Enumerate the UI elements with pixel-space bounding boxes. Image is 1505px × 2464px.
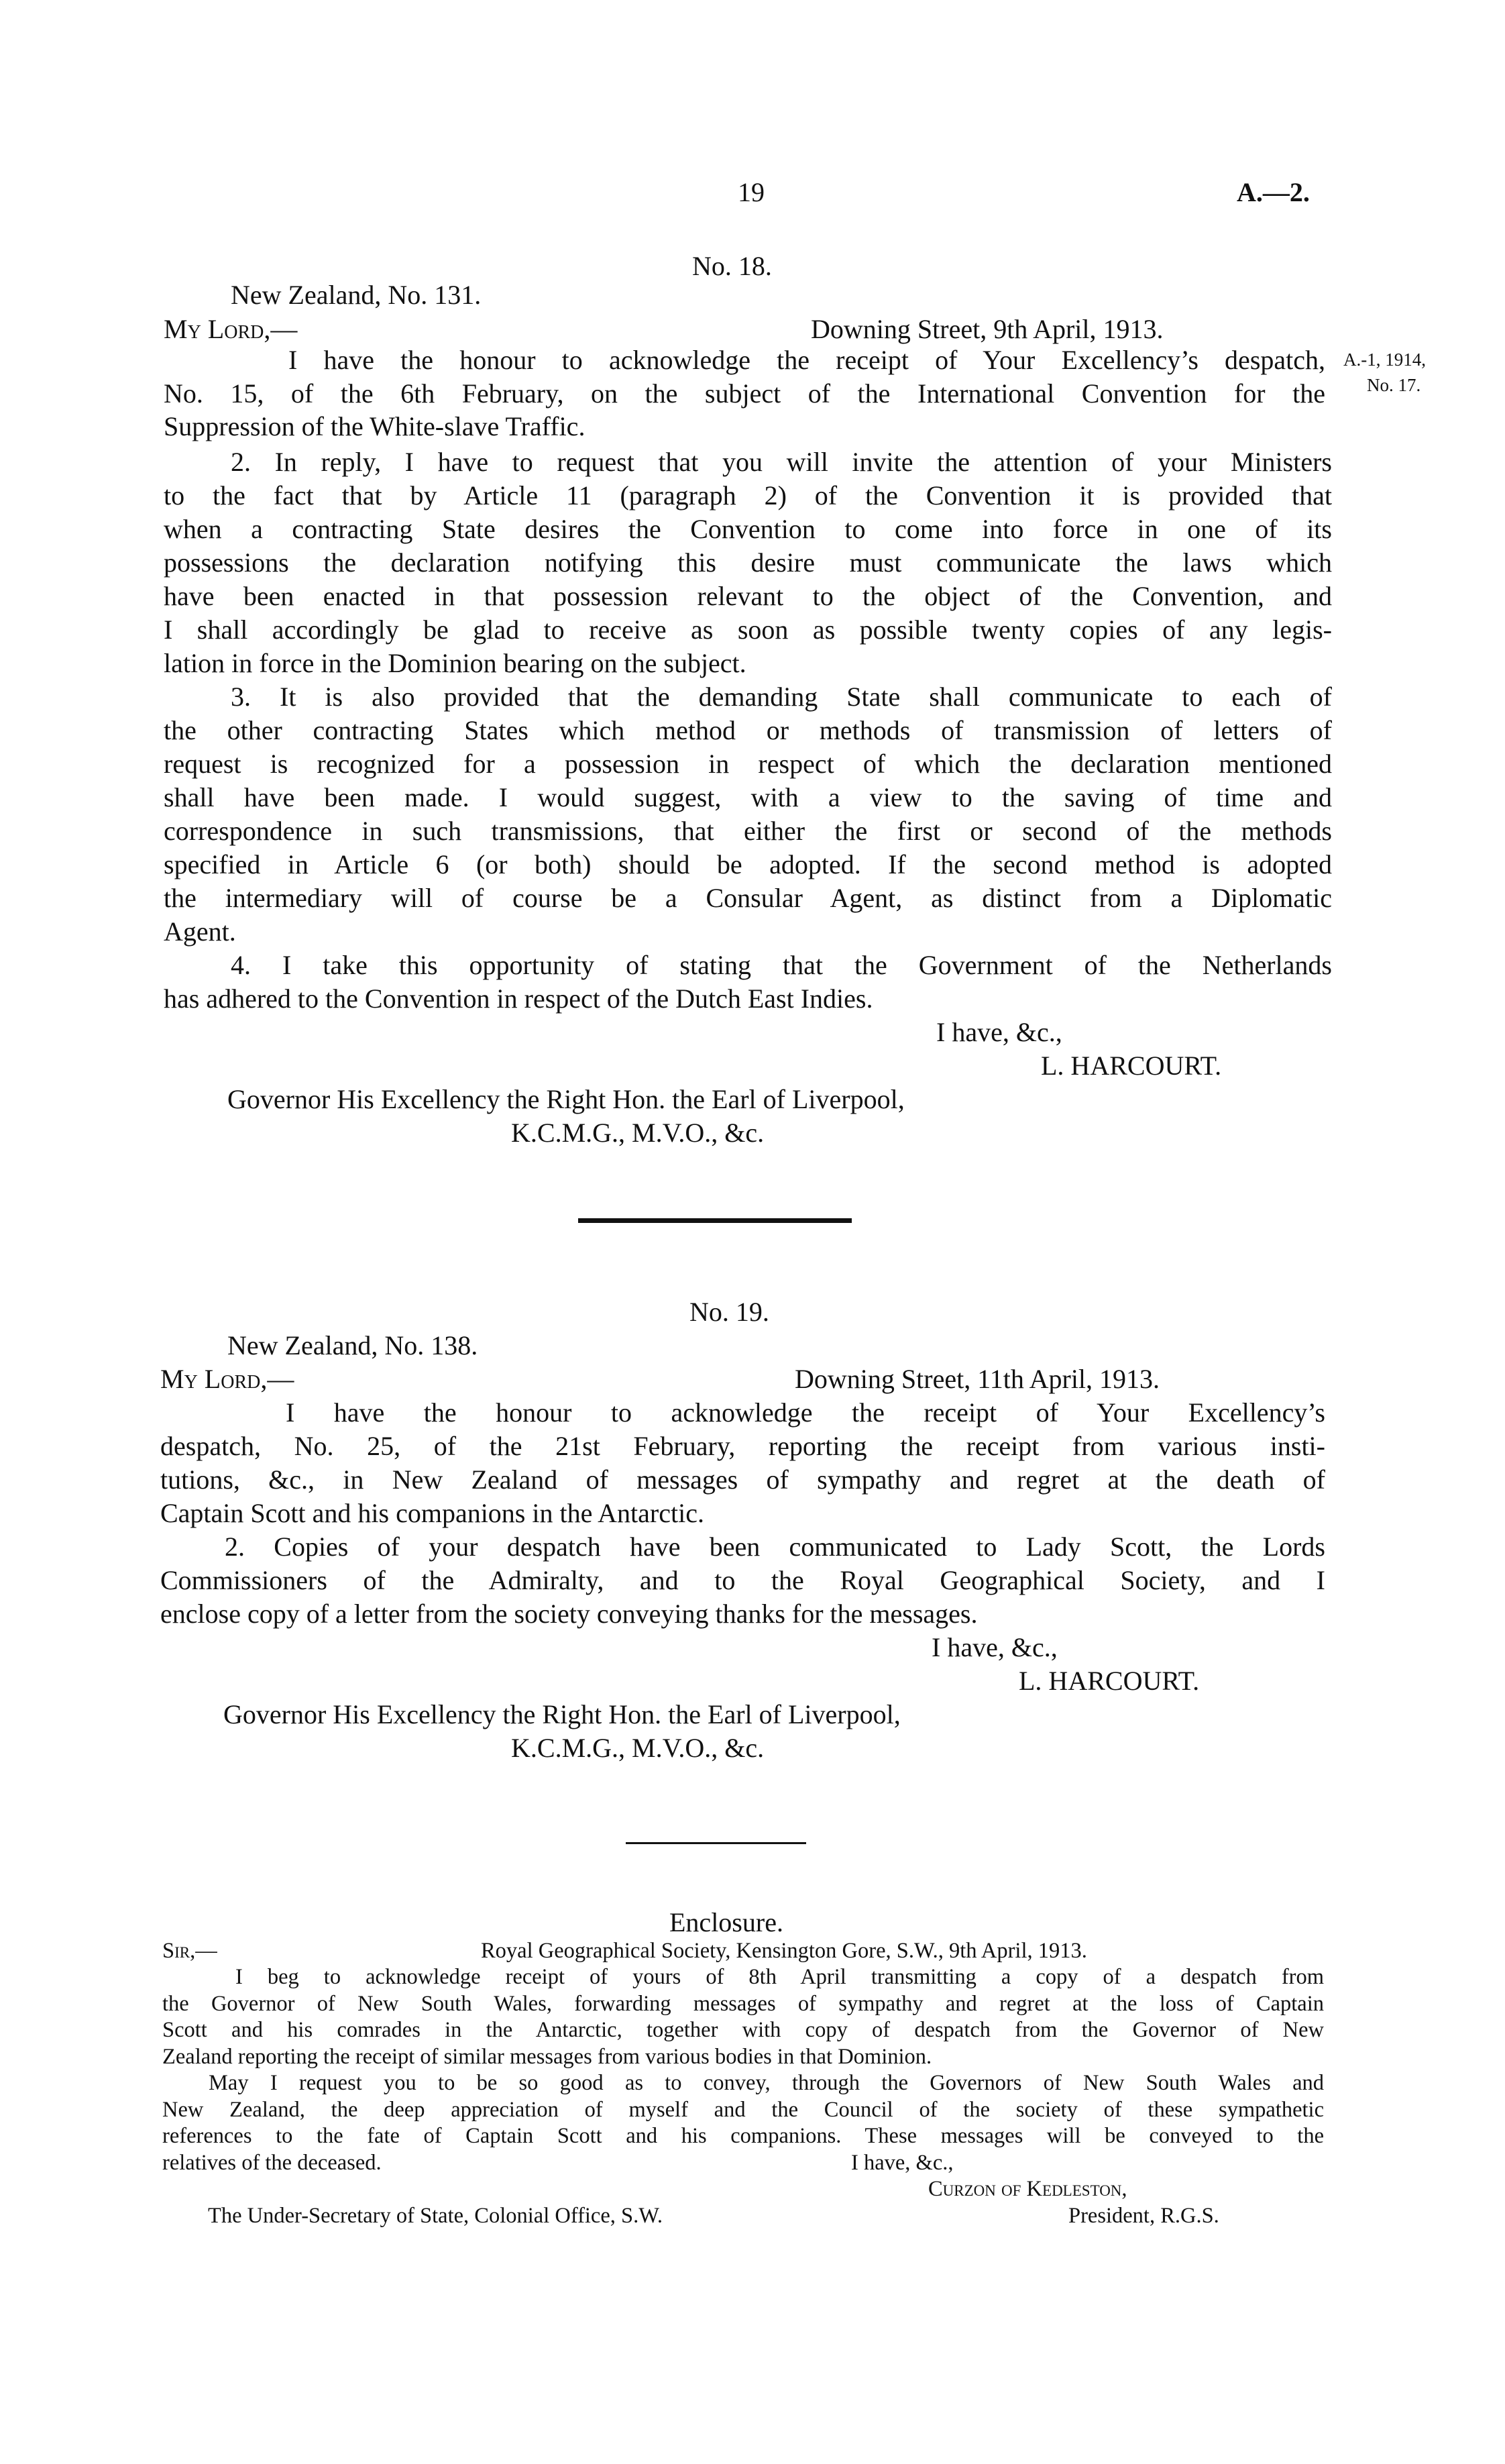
text-line: enclose copy of a letter from the society conveying thanks for the messages. bbox=[160, 1599, 978, 1629]
margin-note: A.-1, 1914, bbox=[1343, 350, 1426, 370]
text-line: correspondence in such transmissions, that either the first or second of the methods bbox=[164, 816, 1332, 846]
closing: I have, &c., bbox=[851, 2151, 954, 2175]
text-line: Commissioners of the Admiralty, and to the Royal Geographical Society, and I bbox=[160, 1565, 1325, 1595]
text-line: Suppression of the White-slave Traffic. bbox=[164, 411, 586, 441]
signature-title: President, R.G.S. bbox=[1068, 2204, 1219, 2228]
text-line: shall have been made. I would suggest, with a view to the saving of time and bbox=[164, 782, 1332, 812]
text-line: despatch, No. 25, of the 21st February, reporting the receipt from various insti- bbox=[160, 1431, 1325, 1461]
address-date: Downing Street, 9th April, 1913. bbox=[811, 314, 1164, 344]
text-line: I have the honour to acknowledge the receipt of Your Excellency’s despatch, bbox=[288, 345, 1325, 375]
text-line: the other contracting States which method or methods of transmission of letters of bbox=[164, 715, 1332, 745]
letter-number: No. 18. bbox=[692, 251, 772, 281]
text-line: Scott and his comrades in the Antarctic, together with copy of despatch from the Governor of New bbox=[162, 2018, 1324, 2042]
closing: I have, &c., bbox=[932, 1632, 1058, 1662]
text-line: have been enacted in that possession relevant to the object of the Convention, and bbox=[164, 581, 1332, 611]
address-date: Royal Geographical Society, Kensington Gore, S.W., 9th April, 1913. bbox=[481, 1939, 1087, 1963]
addressee-honours: K.C.M.G., M.V.O., &c. bbox=[511, 1118, 765, 1148]
addressee-honours: K.C.M.G., M.V.O., &c. bbox=[511, 1733, 765, 1763]
text-line: I have the honour to acknowledge the receipt of Your Excellency’s bbox=[286, 1397, 1325, 1428]
text-line: Agent. bbox=[164, 916, 236, 947]
text-line: Captain Scott and his companions in the Antarctic. bbox=[160, 1498, 704, 1528]
text-line: when a contracting State desires the Convention to come into force in one of its bbox=[164, 514, 1332, 544]
text-line: Zealand reporting the receipt of similar messages from various bodies in that Dominion. bbox=[162, 2045, 932, 2069]
text-line: New Zealand, the deep appreciation of myself and the Council of the society of these sympathetic bbox=[162, 2098, 1324, 2122]
section-divider bbox=[578, 1218, 852, 1223]
salutation: My Lord,— bbox=[164, 314, 298, 344]
addressee: The Under-Secretary of State, Colonial Office, S.W. bbox=[208, 2204, 663, 2228]
signature: Curzon of Kedleston, bbox=[928, 2177, 1127, 2201]
closing: I have, &c., bbox=[936, 1017, 1062, 1047]
text-line: 2. In reply, I have to request that you will invite the attention of your Ministers bbox=[231, 447, 1332, 477]
signature: L. HARCOURT. bbox=[1019, 1666, 1200, 1696]
letter-reference: New Zealand, No. 138. bbox=[227, 1330, 478, 1360]
letter-reference: New Zealand, No. 131. bbox=[231, 280, 482, 310]
text-line: possessions the declaration notifying this desire must communicate the laws which bbox=[164, 547, 1332, 578]
page-number: 19 bbox=[738, 177, 765, 207]
addressee: Governor His Excellency the Right Hon. the Earl of Liverpool, bbox=[223, 1699, 901, 1729]
text-line: references to the fate of Captain Scott and his companions. These messages will be conveyed to the bbox=[162, 2124, 1324, 2148]
series-code: A.—2. bbox=[1237, 177, 1310, 207]
text-line: request is recognized for a possession in respect of which the declaration mentioned bbox=[164, 749, 1332, 779]
salutation: Sir,— bbox=[162, 1939, 217, 1963]
text-line: 4. I take this opportunity of stating that the Government of the Netherlands bbox=[231, 950, 1332, 980]
enclosure-heading: Enclosure. bbox=[669, 1907, 783, 1937]
address-date: Downing Street, 11th April, 1913. bbox=[795, 1364, 1160, 1394]
text-line: the intermediary will of course be a Consular Agent, as distinct from a Diplomatic bbox=[164, 883, 1332, 913]
salutation: My Lord,— bbox=[160, 1364, 294, 1394]
text-line: specified in Article 6 (or both) should be adopted. If the second method is adopted bbox=[164, 849, 1332, 879]
text-line: 2. Copies of your despatch have been communicated to Lady Scott, the Lords bbox=[225, 1532, 1325, 1562]
section-divider bbox=[626, 1842, 806, 1844]
text-line: No. 15, of the 6th February, on the subject of the International Convention for the bbox=[164, 378, 1325, 409]
text-line: relatives of the deceased. bbox=[162, 2151, 382, 2175]
letter-number: No. 19. bbox=[689, 1297, 769, 1327]
text-line: to the fact that by Article 11 (paragraph 2) of the Convention it is provided that bbox=[164, 480, 1332, 511]
margin-note: No. 17. bbox=[1367, 375, 1421, 395]
text-line: May I request you to be so good as to convey, through the Governors of New South Wales and bbox=[209, 2071, 1324, 2095]
text-line: lation in force in the Dominion bearing on the subject. bbox=[164, 648, 746, 678]
text-line: tutions, &c., in New Zealand of messages of sympathy and regret at the death of bbox=[160, 1464, 1325, 1495]
text-line: the Governor of New South Wales, forwarding messages of sympathy and regret at the loss of Captain bbox=[162, 1992, 1324, 2016]
text-line: 3. It is also provided that the demanding State shall communicate to each of bbox=[231, 682, 1332, 712]
text-line: has adhered to the Convention in respect of the Dutch East Indies. bbox=[164, 983, 873, 1014]
addressee: Governor His Excellency the Right Hon. the Earl of Liverpool, bbox=[227, 1084, 905, 1114]
signature: L. HARCOURT. bbox=[1041, 1051, 1222, 1081]
text-line: I beg to acknowledge receipt of yours of 8th April transmitting a copy of a despatch from bbox=[235, 1965, 1324, 1989]
text-line: I shall accordingly be glad to receive as soon as possible twenty copies of any legis- bbox=[164, 614, 1332, 645]
